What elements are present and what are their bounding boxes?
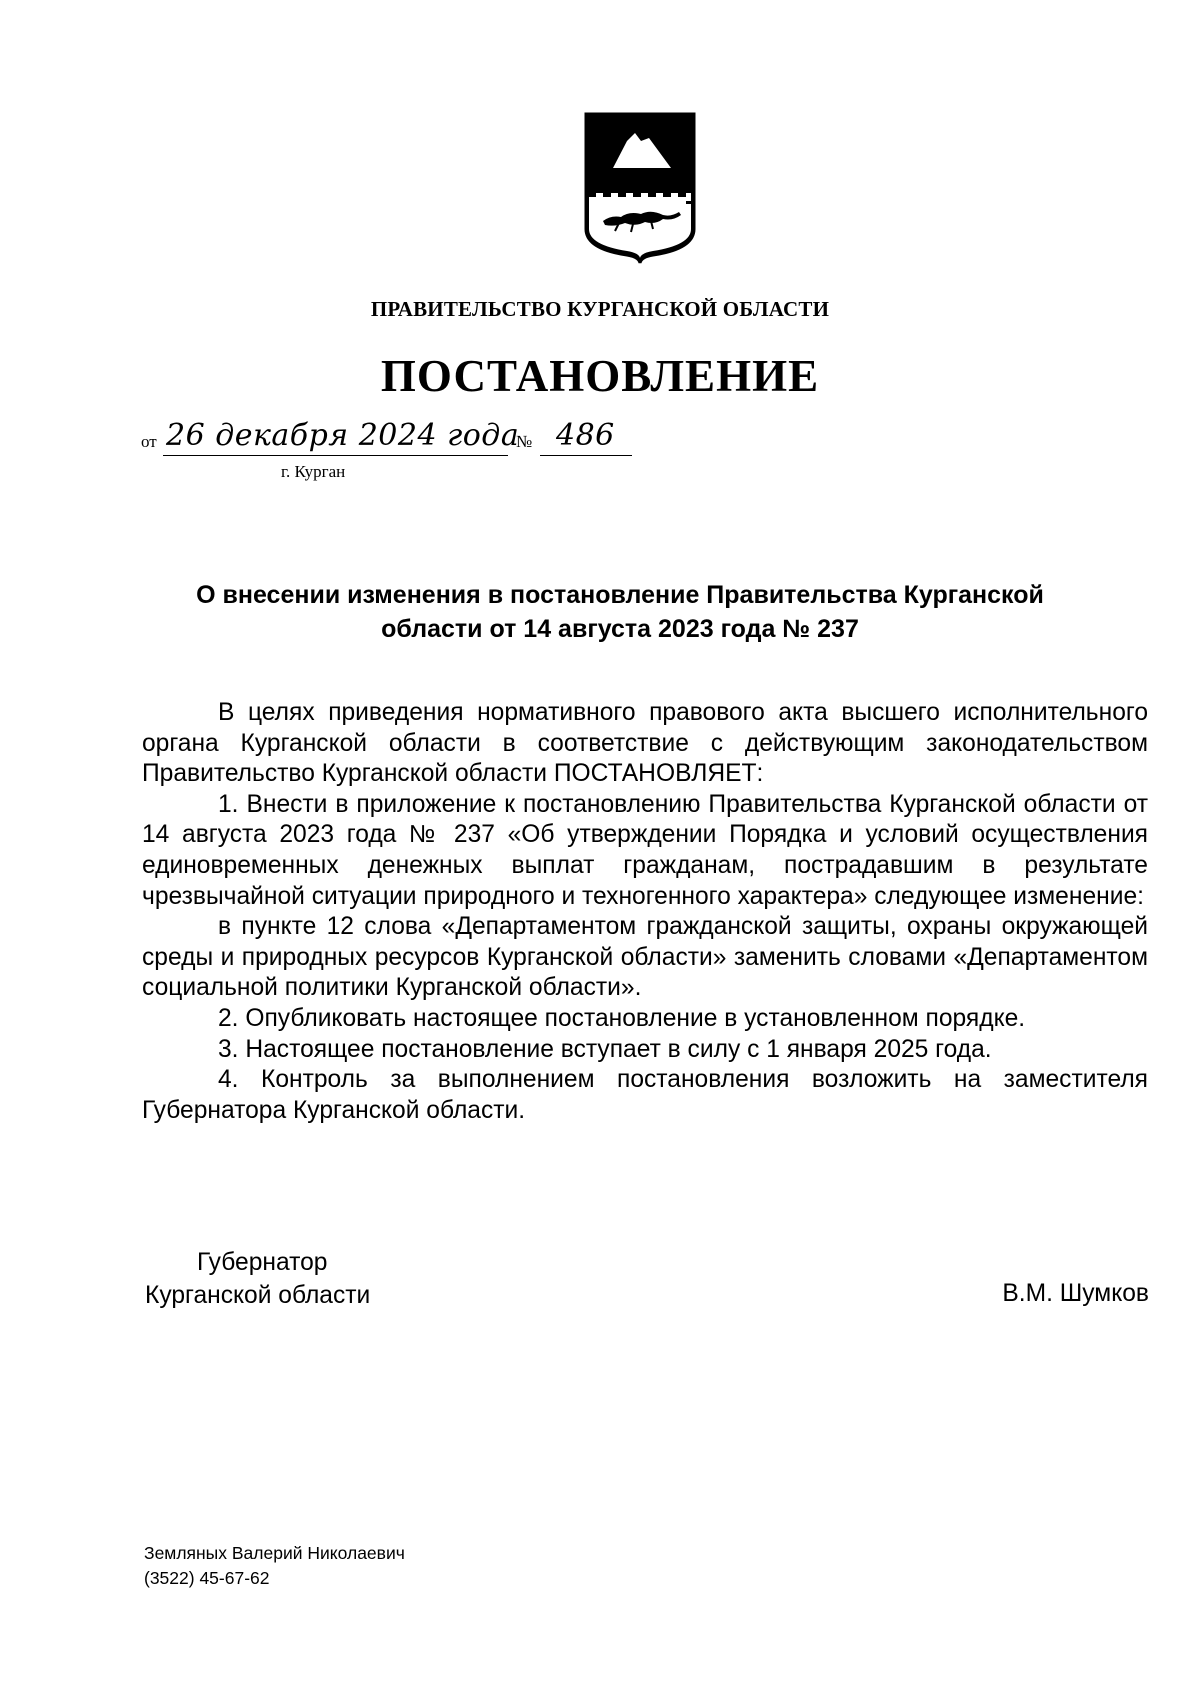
date-prefix-label: от: [141, 432, 157, 451]
date-underline: [163, 455, 508, 456]
item-2-paragraph: 2. Опубликовать настоящее постановление в установленном порядке.: [218, 1004, 1026, 1032]
city-label: г. Курган: [281, 462, 346, 481]
handwritten-number: 486: [556, 418, 615, 453]
date-number-line: [0, 420, 1200, 480]
subject-line-1: О внесении изменения в постановление Правительства Курганской: [196, 581, 1044, 609]
kurgan-oblast-coat-of-arms-icon: [583, 111, 697, 265]
executor-phone: (3522) 45-67-62: [144, 1568, 270, 1588]
number-underline: [540, 455, 632, 456]
subject-line-2: области от 14 августа 2023 года № 237: [381, 615, 859, 643]
executor-name: Земляных Валерий Николаевич: [144, 1543, 405, 1563]
signatory-name: В.М. Шумков: [1002, 1280, 1149, 1307]
number-label: №: [516, 432, 533, 451]
item-4-paragraph: 4. Контроль за выполнением постановления возложить на заместителя Губернатора Курганской области.: [142, 1066, 1148, 1124]
signatory-title-line-1: Губернатор: [197, 1249, 328, 1276]
document-type-title: ПОСТАНОВЛЕНИЕ: [380, 351, 820, 401]
government-name: ПРАВИТЕЛЬСТВО КУРГАНСКОЙ ОБЛАСТИ: [370, 297, 830, 321]
document-body: [142, 698, 1148, 1126]
item-1-change-paragraph: в пункте 12 слова «Департаментом гражданской защиты, охраны окружающей среды и природных ресурсов Курганской области» заменить словами «Департаментом социальной политики Курганской области».: [142, 913, 1148, 1002]
item-1-paragraph: 1. Внести в приложение к постановлению Правительства Курганской области от 14 августа 2023 года № 237 «Об утверждении Порядка и условий осуществления единовременных денежных выплат гражданам, пострадавшим в результате чрезвычайной ситуации природного и техногенного характера» следующее изменение:: [142, 790, 1148, 910]
signatory-title: [145, 1246, 370, 1312]
handwritten-date: 26 декабря 2024 года: [166, 418, 520, 453]
signatory-title-line-2: Курганской области: [145, 1282, 371, 1309]
executor-contact: [144, 1541, 405, 1591]
item-3-paragraph: 3. Настоящее постановление вступает в силу с 1 января 2025 года.: [218, 1035, 992, 1063]
document-subject: [140, 578, 1100, 646]
preamble-paragraph: В целях приведения нормативного правового акта высшего исполнительного органа Курганской области в соответствие с действующим законодательством Правительство Курганской области ПОСТАНОВЛЯЕТ:: [142, 699, 1148, 788]
